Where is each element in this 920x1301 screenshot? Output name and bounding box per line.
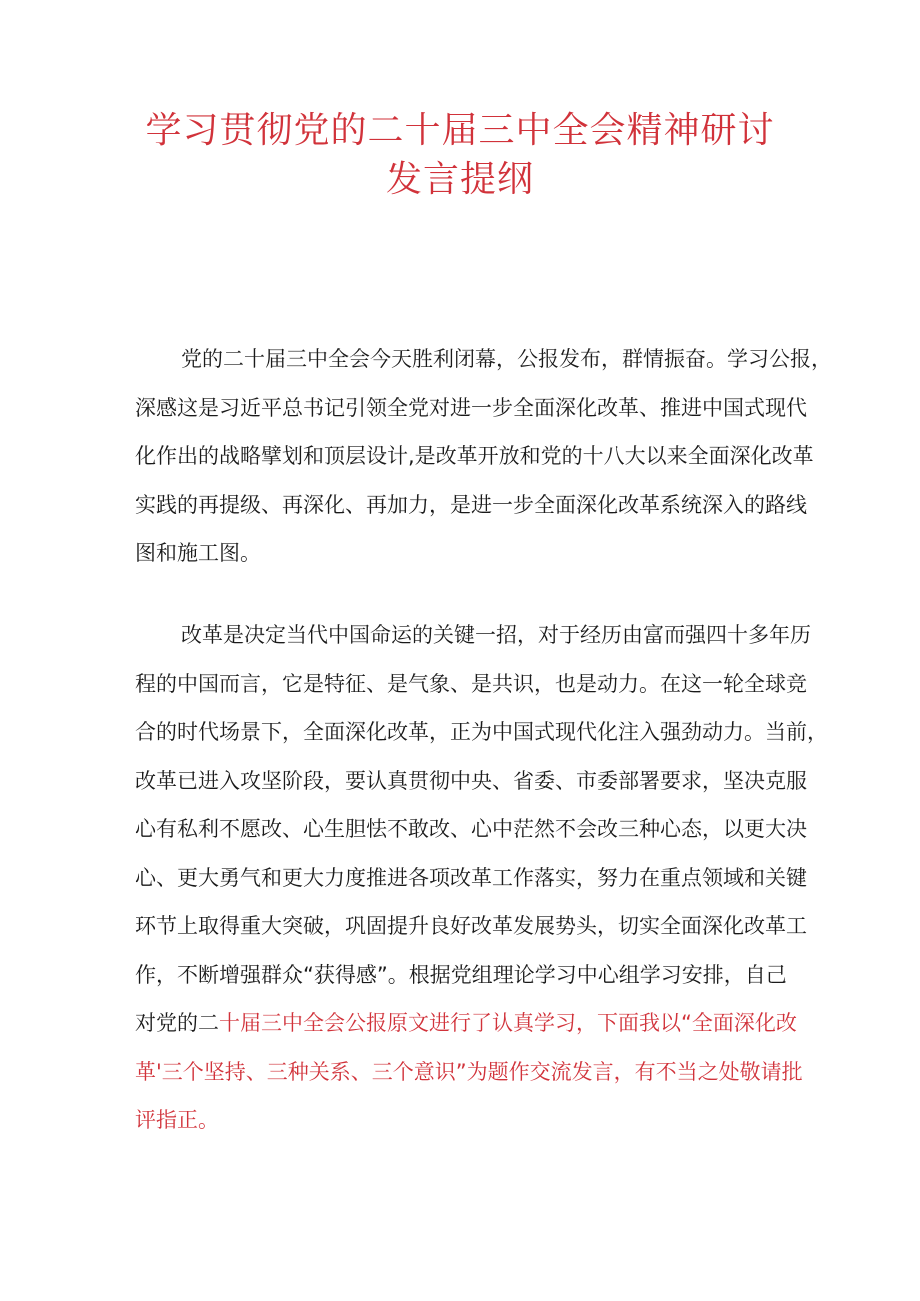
highlighted-text-segment: 十届三中全会公报原文进行了认真学习，下面我以“全面深化改 xyxy=(219,1011,797,1035)
paragraph-2-line: 改革是决定当代中国命运的关键一招，对于经历由富而强四十多年历 xyxy=(181,623,811,647)
highlighted-text-line: 革'三个坚持、三种关系、三个意识”为题作交流发言，有不当之处敬请批 xyxy=(135,1059,803,1084)
paragraph-1-line: 党的二十届三中全会今天胜利闭幕，公报发布，群情振奋。学习公报， xyxy=(181,347,832,371)
paragraph-1-line: 深感这是习近平总书记引领全党对进一步全面深化改革、推进中国式现代 xyxy=(135,395,807,420)
paragraph-2-line: 程的中国而言，它是特征、是气象、是共识，也是动力。在这一轮全球竞 xyxy=(135,671,807,696)
paragraph-2-line: 心、更大勇气和更大力度推进各项改革工作落实，努力在重点领域和关键 xyxy=(135,865,807,890)
paragraph-2-line: 合的时代场景下，全面深化改革，正为中国式现代化注入强劲动力。当前， xyxy=(135,720,828,744)
paragraph-1 xyxy=(135,335,832,578)
paragraph-2-black-segment: 对党的二 xyxy=(135,1011,219,1035)
paragraph-2-line: 心有私利不愿改、心生胆怯不敢改、心中茫然不会改三种心态，以更大决 xyxy=(135,817,807,841)
paragraph-2-line: 作，不断增强群众“获得感”。根据党组理论学习中心组学习安排，自己 xyxy=(135,962,787,987)
paragraph-2-line: 环节上取得重大突破，巩固提升良好改革发展势头，切实全面深化改革工 xyxy=(135,914,807,938)
paragraph-1-line: 实践的再提级、再深化、再加力，是进一步全面深化改革系统深入的路线 xyxy=(135,492,807,517)
document-title-line-1: 学习贯彻党的二十届三中全会精神研讨 xyxy=(145,110,775,151)
paragraph-2 xyxy=(135,611,828,1145)
paragraph-1-line: 图和施工图。 xyxy=(135,541,261,565)
document-title-line-2: 发言提纲 xyxy=(385,159,534,200)
paragraph-2-line: 改革已进入攻坚阶段，要认真贯彻中央、省委、市委部署要求，坚决克服 xyxy=(135,768,807,793)
paragraph-1-line: 化作出的战略擘划和顶层设计,是改革开放和党的十八大以来全面深化改革 xyxy=(135,444,814,468)
paragraph-2-mixed-line xyxy=(135,999,795,1048)
highlighted-text-line: 评指正。 xyxy=(135,1108,219,1132)
